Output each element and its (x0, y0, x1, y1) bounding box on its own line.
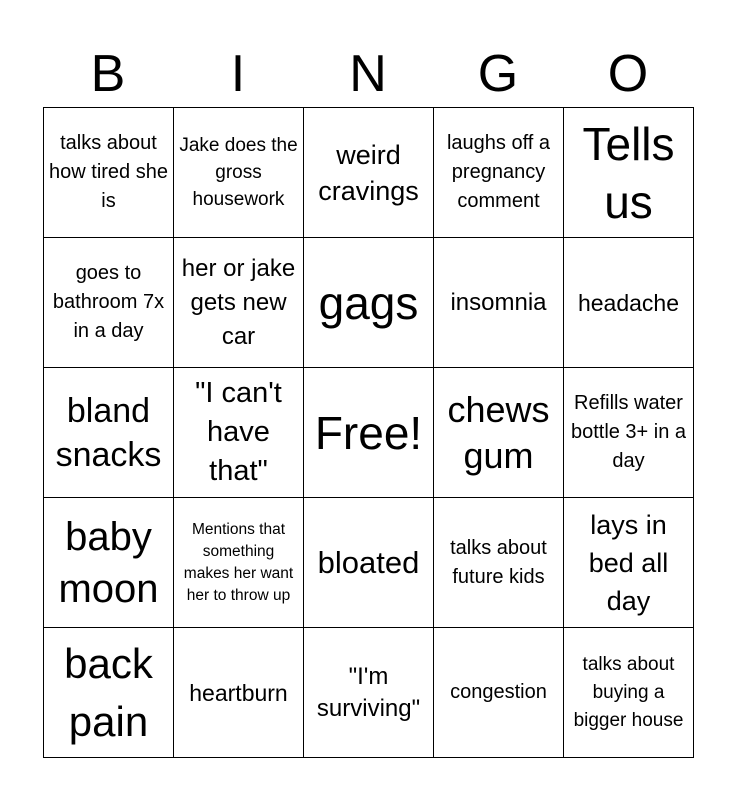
header-letter-n: N (349, 45, 387, 103)
bingo-cell[interactable] (564, 238, 694, 368)
bingo-cell[interactable] (304, 238, 434, 368)
header-letter-i: I (230, 45, 246, 103)
bingo-cell[interactable] (564, 628, 694, 758)
cell-text: back pain (64, 639, 153, 745)
bingo-cell[interactable] (434, 368, 564, 498)
header-letter-g: G (477, 45, 519, 103)
cell-text: talks about how tired she is (49, 132, 168, 212)
bingo-cell[interactable] (44, 368, 174, 498)
cell-text: insomnia (450, 288, 547, 316)
header-letter-b: B (90, 45, 126, 103)
bingo-cell[interactable] (434, 108, 564, 238)
cell-text: headache (577, 289, 680, 316)
cell-text: congestion (450, 681, 547, 703)
bingo-cell[interactable] (174, 368, 304, 498)
cell-text: Free! (314, 406, 423, 459)
bingo-cell[interactable] (304, 108, 434, 238)
cell-text: heartburn (189, 679, 288, 706)
bingo-cell[interactable] (564, 498, 694, 628)
bingo-cell[interactable] (564, 108, 694, 238)
cell-text: Refills water bottle 3+ in a day (570, 392, 687, 472)
cell-text: laughs off a pregnancy comment (446, 132, 551, 212)
bingo-cell[interactable] (174, 238, 304, 368)
cell-text: weird cravings (318, 139, 419, 206)
cell-text: Jake does the gross housework (179, 135, 298, 210)
cell-text: talks about future kids (450, 536, 547, 588)
cell-text: Tells us (582, 117, 675, 228)
bingo-cell[interactable] (44, 108, 174, 238)
bingo-cell[interactable] (174, 108, 304, 238)
cell-text: baby moon (58, 514, 159, 611)
cell-text: gags (318, 276, 419, 329)
cell-text: bloated (317, 544, 420, 580)
cell-text: her or jake gets new car (181, 254, 296, 350)
cell-text: lays in bed all day (588, 509, 669, 616)
bingo-cell[interactable] (434, 498, 564, 628)
cell-text: "I'm surviving" (316, 662, 421, 722)
bingo-cell[interactable] (44, 238, 174, 368)
cell-text: Mentions that something makes her want her to throw up (183, 520, 294, 604)
cell-text: talks about buying a bigger house (573, 653, 684, 731)
cell-text: "I can't have that" (195, 377, 282, 487)
bingo-cell[interactable] (434, 238, 564, 368)
cell-text: goes to bathroom 7x in a day (52, 262, 165, 342)
bingo-cell[interactable] (434, 628, 564, 758)
bingo-header (43, 42, 693, 106)
bingo-cell[interactable] (174, 498, 304, 628)
bingo-cell[interactable] (304, 368, 434, 498)
bingo-cell[interactable] (174, 628, 304, 758)
cell-text: chews gum (447, 388, 550, 476)
bingo-cell[interactable] (44, 498, 174, 628)
bingo-cell[interactable] (304, 498, 434, 628)
bingo-cell[interactable] (304, 628, 434, 758)
bingo-cell[interactable] (44, 628, 174, 758)
cell-text: bland snacks (55, 391, 162, 474)
bingo-board (43, 107, 694, 758)
bingo-cell[interactable] (564, 368, 694, 498)
header-letter-o: O (607, 45, 649, 103)
